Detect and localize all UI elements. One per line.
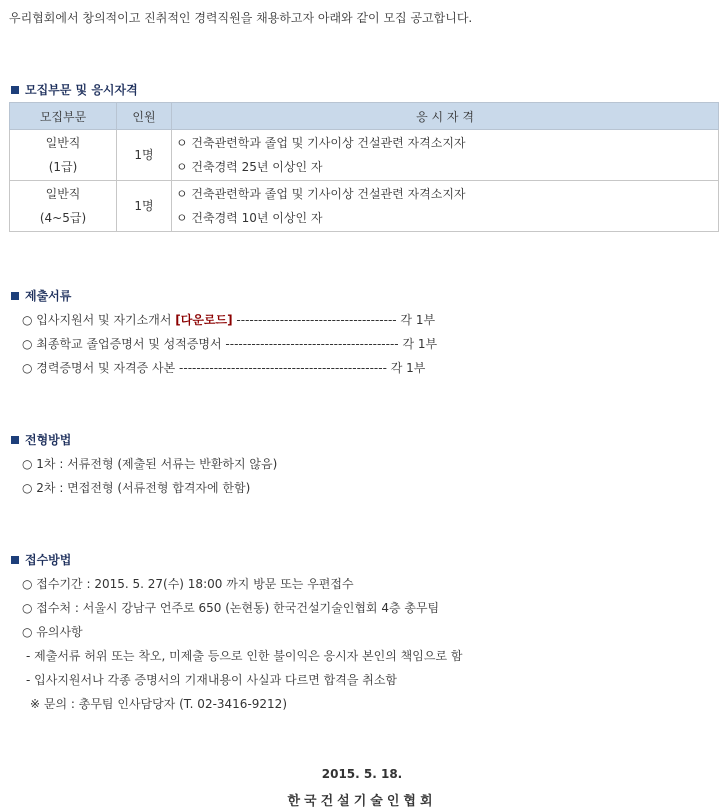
cell-qualification [172,130,719,181]
section-title-apply [11,551,71,568]
download-link[interactable]: [다운로드] [175,313,233,327]
list-item-apply-3: ○ 유의사항 [22,625,83,639]
header-position: 모집부문 [10,103,117,130]
header-qualification: 응 시 자 격 [172,103,719,130]
bullet-square-icon [11,556,19,564]
section-title-docs [11,287,71,304]
position-grade: (1급) [48,160,78,174]
list-item-process-1: ○ 1차 : 서류전형 (제출된 서류는 반환하지 않음) [22,457,278,471]
table-header-row [10,103,719,130]
table-row [10,130,719,181]
position-name: 일반직 [45,136,81,150]
list-item-docs-2: ○ 최종학교 졸업증명서 및 성적증명서 ---------------------------------------- 각 1부 [22,337,438,351]
announcement-date: 2015. 5. 18. [321,767,403,781]
list-item-process-2: ○ 2차 : 면접전형 (서류전형 합격자에 한함) [22,481,251,495]
section-title-text: 모집부문 및 응시자격 [25,83,138,97]
note-line-2: - 입사지원서나 각종 증명서의 기재내용이 사실과 다르면 합격을 취소함 [26,673,398,687]
section-title-text: 접수방법 [25,553,72,567]
section-title-text: 전형방법 [25,433,72,447]
qualification-line: ㅇ 건축경력 25년 이상인 자 [176,160,323,174]
qualification-table [9,102,719,232]
list-item-docs-1 [22,311,435,328]
item-text: ------------------------------------- 각 1부 [232,313,436,327]
organization-name: 한국건설기술인협회 [287,794,437,809]
section-title-recruit [11,81,138,98]
cell-count: 1명 [117,181,172,232]
list-item-apply-1: ○ 접수기간 : 2015. 5. 27(수) 18:00 까지 방문 또는 우편접수 [22,577,354,591]
list-item-docs-3: ○ 경력증명서 및 자격증 사본 ------------------------------------------------ 각 1부 [22,361,426,375]
qualification-line: ㅇ 건축관련학과 졸업 및 기사이상 건설관련 자격소지자 [176,187,466,201]
qualification-line: ㅇ 건축경력 10년 이상인 자 [176,211,323,225]
bullet-square-icon [11,436,19,444]
cell-position [10,181,117,232]
cell-position [10,130,117,181]
cell-qualification [172,181,719,232]
cell-count: 1명 [117,130,172,181]
item-text: ○ 입사지원서 및 자기소개서 [22,313,176,327]
table-row [10,181,719,232]
section-title-process [11,431,71,448]
position-name: 일반직 [45,187,81,201]
intro-text: 우리협회에서 창의적이고 진취적인 경력직원을 채용하고자 아래와 같이 모집 공고합니다. [9,11,473,25]
section-title-text: 제출서류 [25,289,72,303]
qualification-line: ㅇ 건축관련학과 졸업 및 기사이상 건설관련 자격소지자 [176,136,466,150]
header-count: 인원 [117,103,172,130]
position-grade: (4~5급) [39,211,87,225]
contact-line: ※ 문의 : 총무팀 인사담당자 (T. 02-3416-9212) [30,697,287,711]
note-line-1: - 제출서류 허위 또는 착오, 미제출 등으로 인한 불이익은 응시자 본인의 책임으로 함 [26,649,463,663]
bullet-square-icon [11,292,19,300]
list-item-apply-2: ○ 접수처 : 서울시 강남구 언주로 650 (논현동) 한국건설기술인협회 4층 총무팀 [22,601,440,615]
bullet-square-icon [11,86,19,94]
